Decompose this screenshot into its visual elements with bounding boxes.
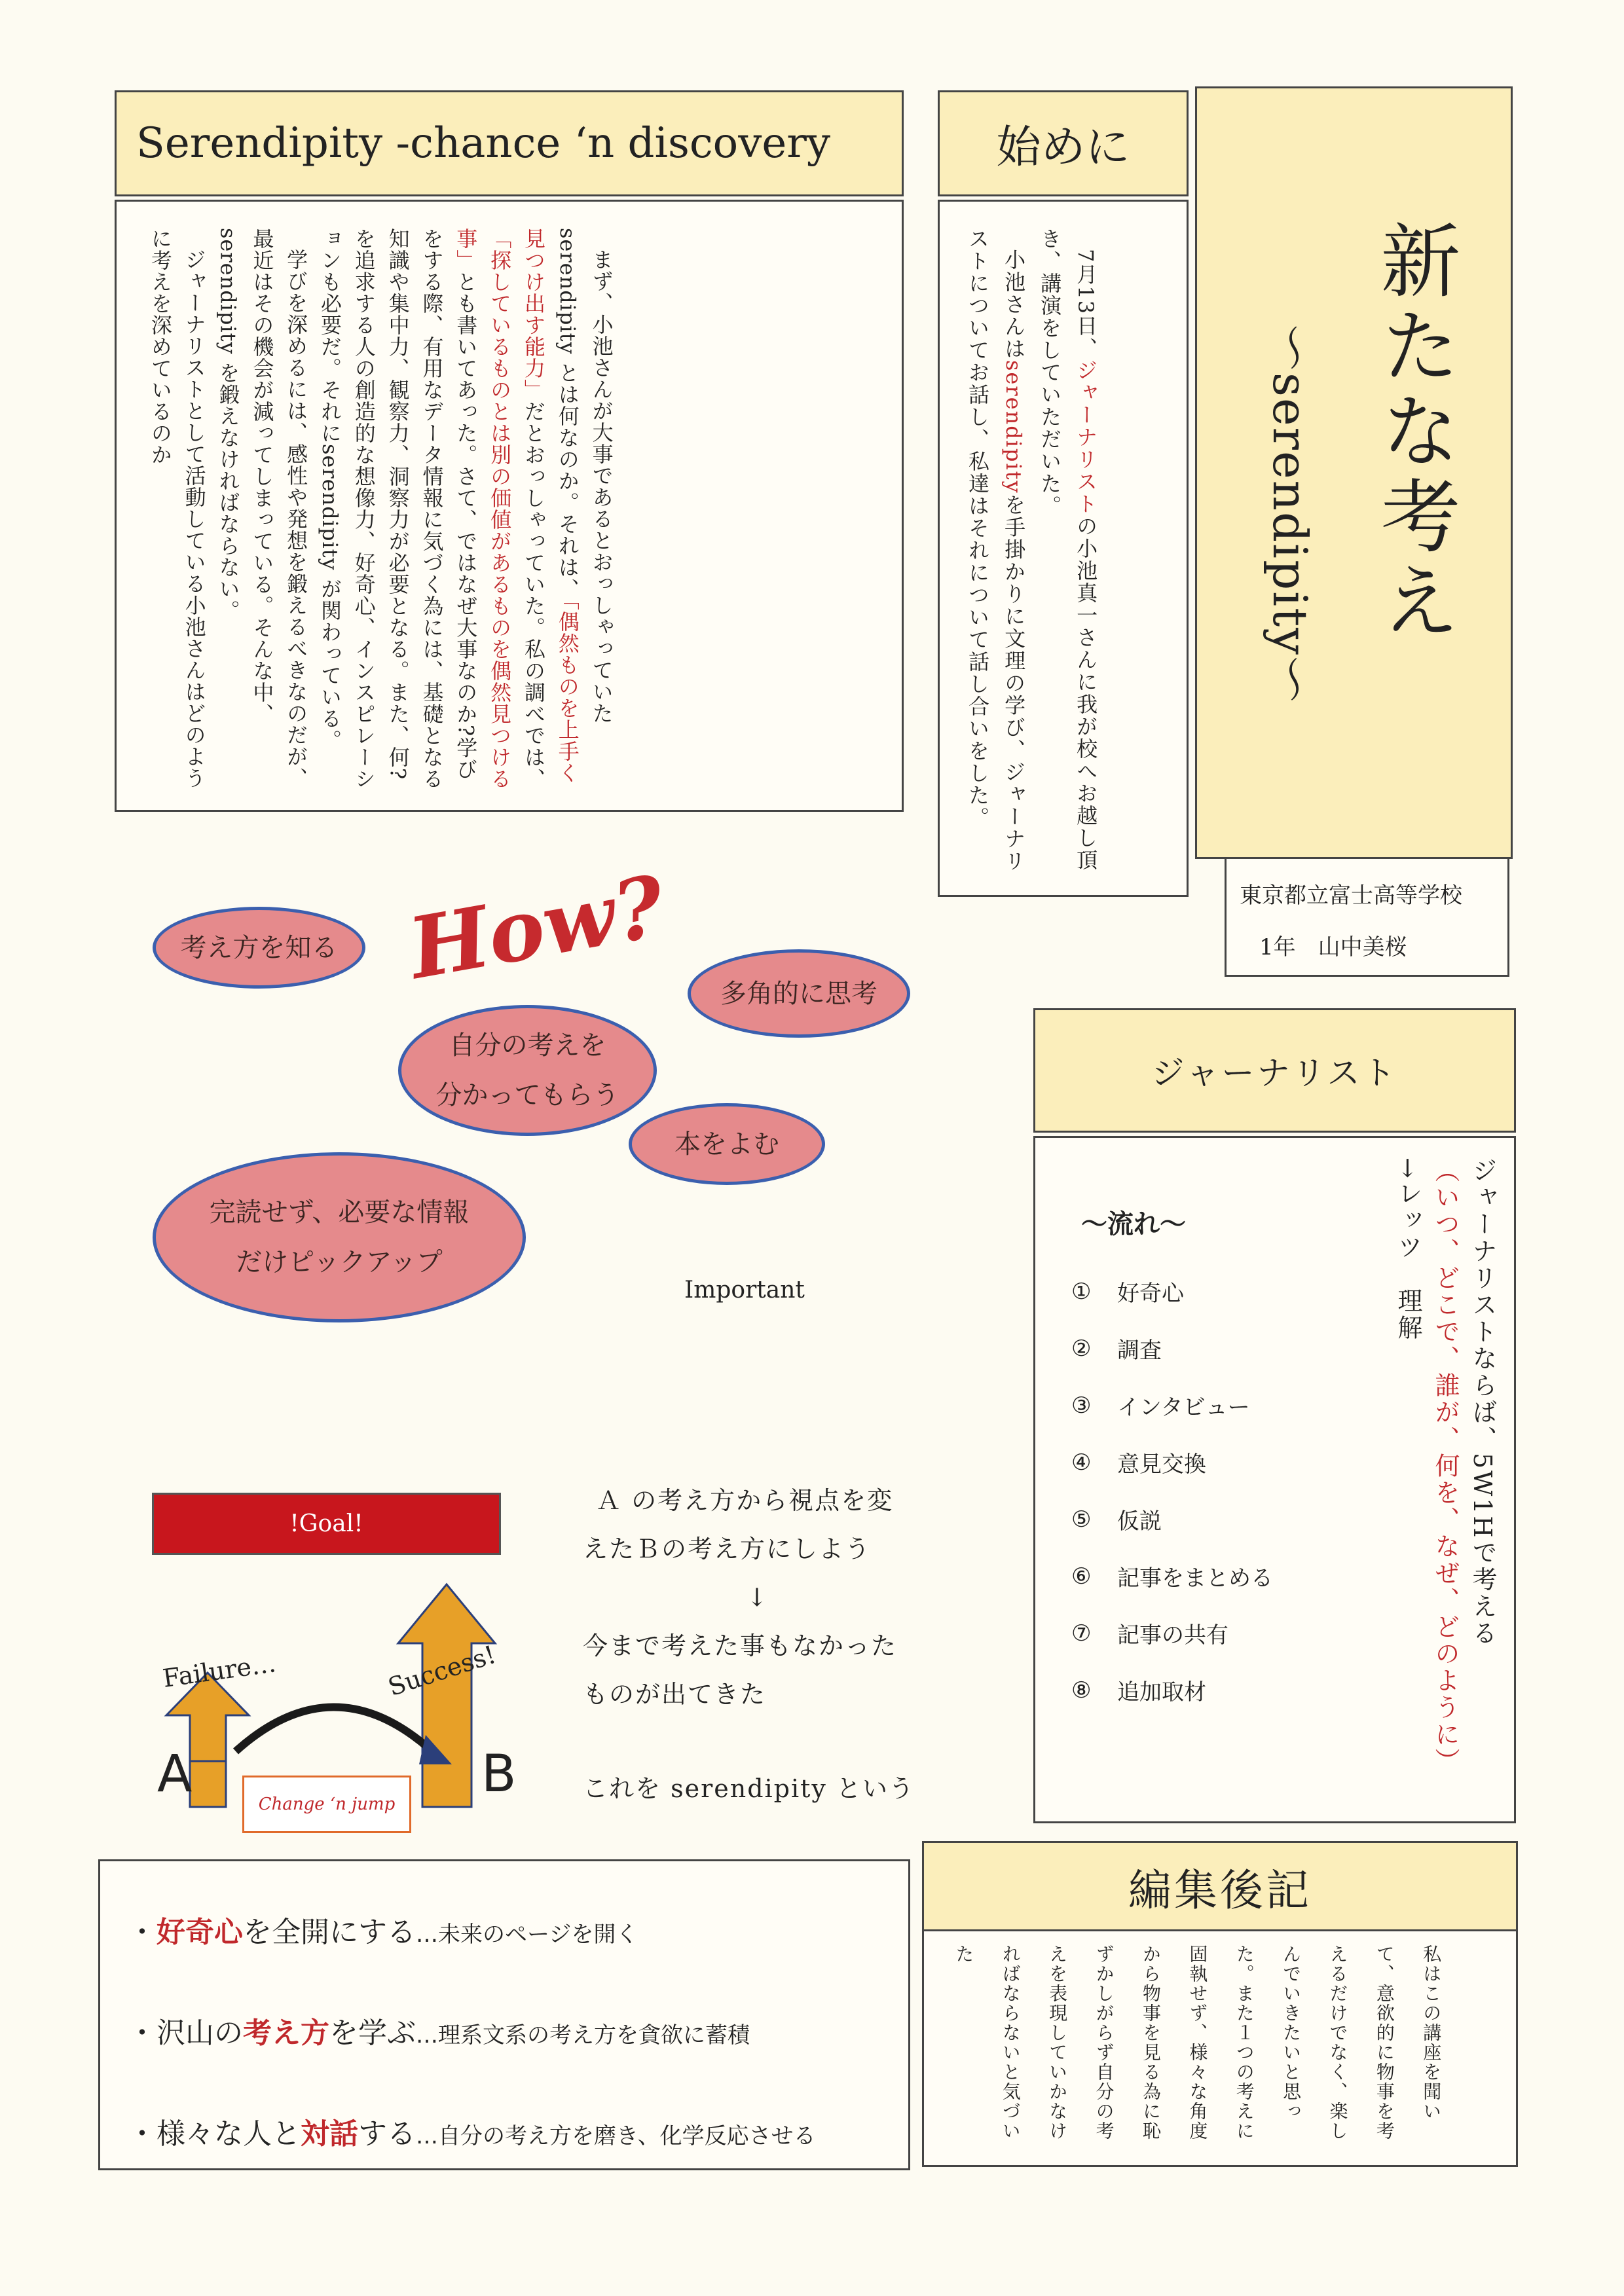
serendipity-title: Serendipity -chance ‘n discovery	[136, 119, 830, 168]
oval-pick-info: 完読せず、必要な情報 だけピックアップ	[153, 1152, 526, 1322]
journalist-5w1h	[1389, 1157, 1501, 1786]
flow-step	[1071, 1275, 1273, 1307]
afterword-header	[922, 1841, 1518, 1931]
intro-highlight: ジャーナリスト	[1073, 359, 1099, 516]
key-point-dot: ・	[128, 2117, 157, 2151]
afterword-body	[922, 1931, 1518, 2167]
flow-step-label: 好奇心	[1117, 1281, 1184, 1307]
masthead-title: 新たな考え	[1367, 219, 1460, 645]
intro-highlight: serendipity	[1001, 360, 1027, 494]
intro-paragraph	[959, 228, 1031, 875]
flow-step-number: ⑥	[1071, 1563, 1092, 1590]
masthead-subtitle: ～serendipity～	[1263, 324, 1318, 704]
flow-step-label: 記事の共有	[1117, 1622, 1228, 1649]
flow-steps	[1071, 1275, 1273, 1731]
intro-header	[938, 90, 1189, 196]
key-point-b: 対話	[301, 2117, 358, 2151]
key-point-b: 考え方	[243, 2016, 329, 2050]
flow-step-label: 仮説	[1117, 1508, 1162, 1535]
serendipity-article	[143, 228, 618, 790]
important-label: Important	[684, 1277, 805, 1303]
journalist-header	[1033, 1008, 1516, 1133]
flow-step-label: 意見交換	[1117, 1451, 1206, 1478]
lets-understand: →レッツ 理解	[1393, 1157, 1422, 1341]
intro-title: 始めに	[996, 121, 1130, 173]
key-point-c: する	[358, 2117, 416, 2151]
serendipity-header	[115, 90, 904, 196]
key-point	[128, 2009, 882, 2051]
goal-banner: !Goal!	[152, 1493, 501, 1555]
failure-label: Failure…	[160, 1649, 278, 1693]
school-name: 東京都立富士高等学校	[1240, 883, 1462, 909]
flow-step	[1071, 1617, 1273, 1649]
intro-paragraph	[1031, 228, 1103, 875]
flow-step	[1071, 1560, 1273, 1592]
how-heading: How?	[401, 857, 672, 998]
flow-step-label: 調査	[1117, 1338, 1162, 1364]
key-point-b: 好奇心	[157, 1916, 243, 1949]
flow-step-number: ⑧	[1071, 1677, 1092, 1704]
key-point-note: …自分の考え方を磨き、化学反応させる	[416, 2123, 816, 2149]
flow-step-label: 記事をまとめる	[1117, 1565, 1273, 1592]
flow-step	[1071, 1446, 1273, 1478]
intro-text: の小池真一さんに我が校へお越し頂き、講演をしていただいた。	[1037, 228, 1099, 872]
serendipity-text: まず、小池さんが大事であるとおっしゃっていたserendipity とは何なのか。それは、	[555, 228, 614, 724]
b-label: B	[481, 1745, 517, 1804]
success-label: Success!	[384, 1639, 500, 1702]
key-point-note: …理系文系の考え方を貪欲に蓄積	[416, 2022, 750, 2049]
key-point-a: 様々な人と	[157, 2117, 301, 2151]
school-box	[1225, 859, 1509, 977]
five-w-one-h-line: ジャーナリストならば、5W1Hで考える	[1468, 1157, 1497, 1647]
intro-article	[959, 228, 1103, 875]
serendipity-text: 学びを深めるには、感性や発想を鍛えるべきなのだが、最近はその機会が減ってしまっている。そんな中、serendipity を鍛えなければならない。	[215, 228, 309, 789]
flow-step-number: ④	[1071, 1449, 1092, 1476]
key-point-c: を全開にする	[243, 1916, 416, 1949]
flow-step	[1071, 1389, 1273, 1421]
oval-read-books: 本をよむ	[629, 1103, 825, 1185]
key-point	[128, 2110, 882, 2152]
change-jump-box: Change ‘n jump	[242, 1776, 411, 1833]
a-label: A	[157, 1745, 193, 1804]
flow-step-label: インタビュー	[1117, 1394, 1250, 1421]
flow-step-number: ②	[1071, 1335, 1092, 1362]
serendipity-text: ジャーナリストとして活動している小池さんはどのように考えを深めているのか	[147, 228, 207, 789]
key-point-dot: ・	[128, 2016, 157, 2050]
flow-step-number: ①	[1071, 1278, 1092, 1305]
afterword-text: 私はこの講座を聞いて、意欲的に物事を考えるだけでなく、楽しんでいきたいと思った。また１つの考えに固執せず、様々な角度から物事を見る為に恥ずかしがらず自分の考えを表現していかなければならないと気づいた	[953, 1944, 1443, 2141]
journalist-body	[1033, 1136, 1516, 1823]
serendipity-highlight: 「偶然ものを上手く見つけ出す能力」	[521, 228, 580, 784]
serendipity-paragraph	[211, 228, 312, 790]
oval-know-thinking: 考え方を知る	[153, 907, 365, 989]
five-w-one-h-detail: （いつ、どこで、誰が、何を、なぜ、どのように）	[1431, 1157, 1460, 1775]
serendipity-text: とも書いてあった。さて、ではなぜ大事なのか?学びをする際、有用なデータ情報に気づく為には、基礎となる知識や集中力、観察力、洞察力が必要となる。また、何?を追求する人の創造的な想像力、好奇心、インスピレーションも必要だ。それにserendipity が関わっている。	[317, 228, 479, 790]
serendipity-paragraph	[312, 228, 618, 790]
author-name: 1年 山中美桜	[1259, 934, 1407, 960]
flow-step-number: ③	[1071, 1392, 1092, 1419]
key-point-dot: ・	[128, 1916, 157, 1949]
ab-text: Ａ の考え方から視点を変 えたＢの考え方にしよう ↓ 今まで考えた事もなかった ものが出てきた これを serendipity という	[583, 1486, 915, 1804]
intro-text: 7月13日、	[1073, 249, 1099, 360]
flow-step-number: ⑦	[1071, 1620, 1092, 1647]
flow-step-label: 追加取材	[1117, 1679, 1206, 1705]
oval-multiangle: 多角的に思考	[688, 949, 910, 1038]
flow-step	[1071, 1503, 1273, 1535]
serendipity-body	[115, 200, 904, 812]
key-point-note: …未来のページを開く	[416, 1922, 638, 1948]
journalist-title: ジャーナリスト	[1151, 1054, 1398, 1092]
flow-step	[1071, 1674, 1273, 1706]
key-points-box	[98, 1859, 910, 2170]
serendipity-paragraph	[143, 228, 211, 790]
intro-text: 小池さんは	[1001, 249, 1027, 360]
key-point-a: 沢山の	[157, 2016, 243, 2050]
intro-text: を手掛かりに文理の学び、ジャーナリストについてお話し、私達はそれについて話し合いをした。	[965, 228, 1027, 873]
serendipity-highlight: 「探しているものとは別の価値があるものを偶然見つける事」	[453, 228, 513, 790]
masthead	[1195, 86, 1513, 859]
flow-step-number: ⑤	[1071, 1506, 1092, 1533]
oval-understand-me: 自分の考えを 分かってもらう	[398, 1005, 657, 1136]
key-point-c: を学ぶ	[329, 2016, 416, 2050]
flow-title: ～流れ～	[1081, 1209, 1186, 1239]
key-point	[128, 1908, 882, 1950]
serendipity-text: だとおっしゃっていた。私の調べでは、	[521, 401, 546, 790]
afterword-title: 編集後記	[1128, 1865, 1312, 1916]
flow-step	[1071, 1332, 1273, 1364]
intro-body	[938, 200, 1189, 897]
